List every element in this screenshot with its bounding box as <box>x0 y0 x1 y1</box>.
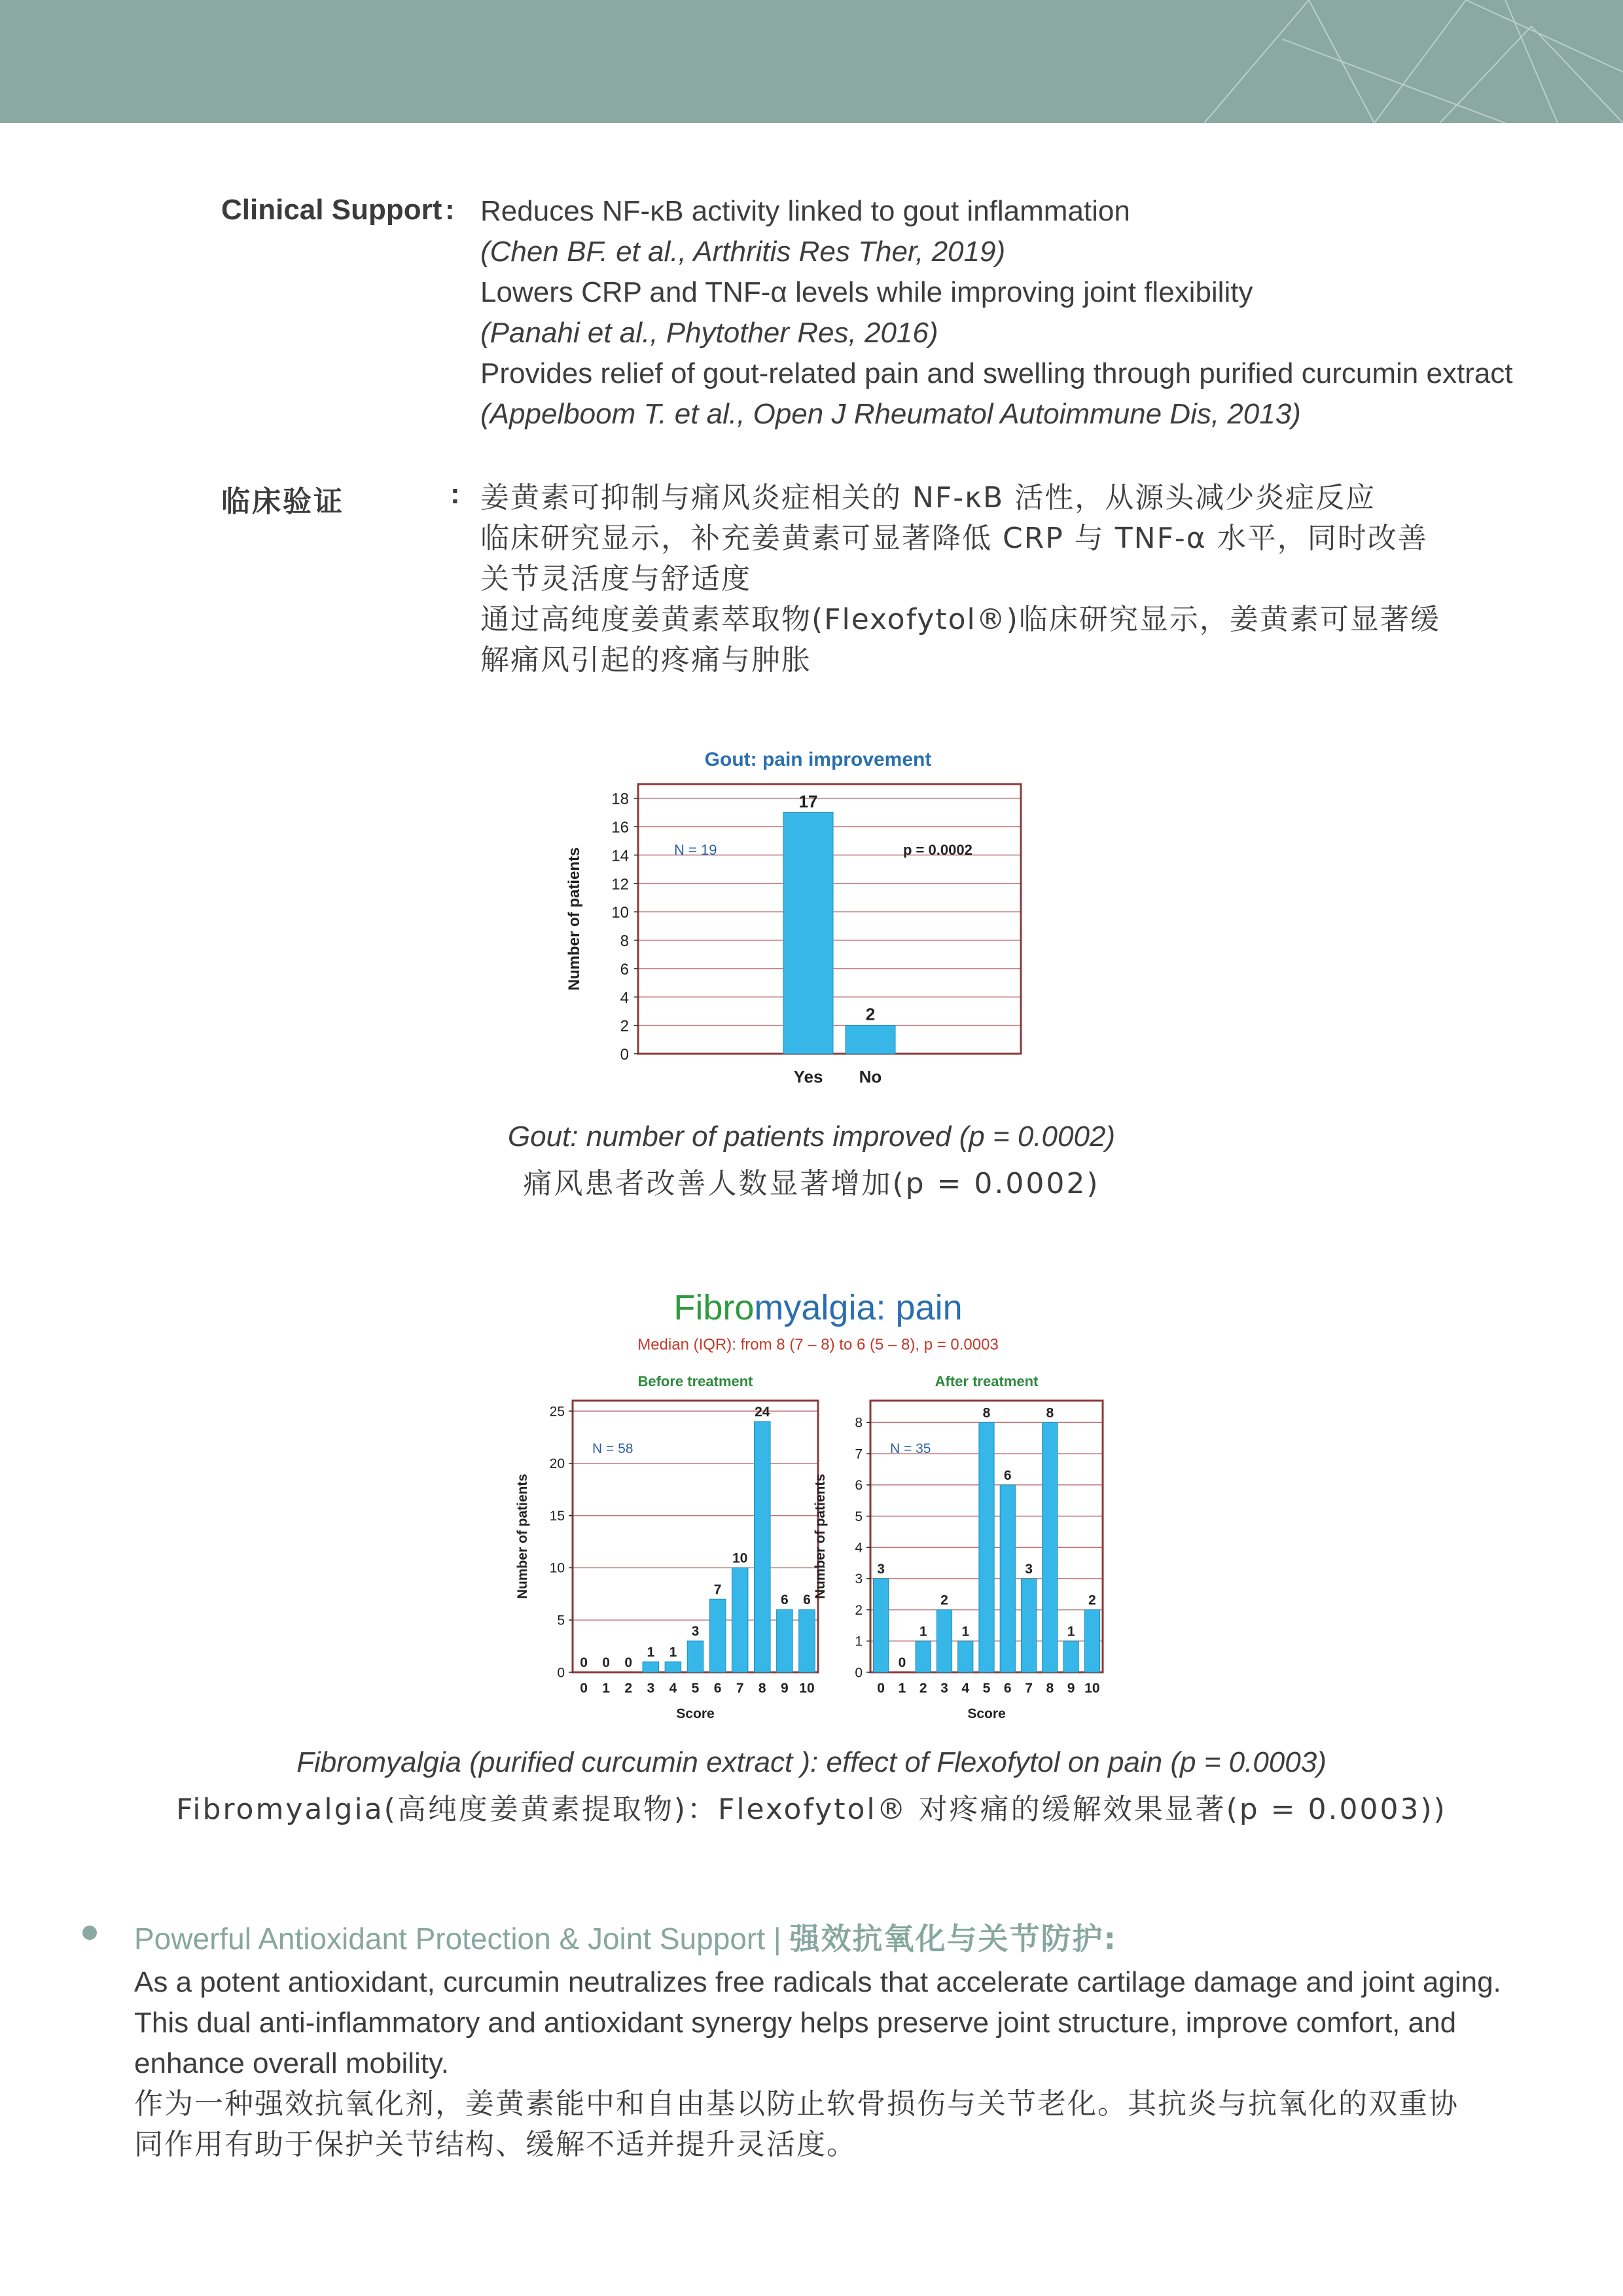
y-tick-label: 8 <box>620 932 629 950</box>
x-tick-label: 3 <box>647 1681 655 1696</box>
bar <box>665 1662 681 1672</box>
antioxidant-title-en: Powerful Antioxidant Protection & Joint Support | <box>134 1922 790 1956</box>
x-axis-label: Score <box>676 1706 715 1721</box>
bar-value-label: 1 <box>919 1624 927 1640</box>
clinical-cn-line: 解痛风引起的疼痛与肿胀 <box>480 643 812 677</box>
x-tick-label: 5 <box>691 1681 700 1696</box>
x-tick-label: 10 <box>1084 1681 1100 1696</box>
y-tick-label: 14 <box>611 847 629 865</box>
panel-title: Before treatment <box>637 1373 753 1390</box>
bar <box>979 1422 994 1672</box>
y-tick-label: 12 <box>611 875 629 893</box>
panel-annotation: N = 58 <box>592 1441 633 1456</box>
bar-value-label: 24 <box>755 1404 770 1420</box>
bar-value-label: 3 <box>691 1624 700 1640</box>
x-tick-label: 6 <box>713 1681 722 1696</box>
bar-value-label: 6 <box>781 1592 789 1608</box>
antioxidant-title <box>134 1915 1117 1958</box>
bar-value-label: 3 <box>877 1561 885 1577</box>
bar <box>783 812 833 1054</box>
chart-title: Fibromyalgia: pain <box>673 1288 963 1327</box>
y-tick-label: 20 <box>549 1456 565 1472</box>
clinical-line: Provides relief of gout-related pain and swelling through purified curcumin extract <box>480 357 1513 389</box>
x-tick-label: 4 <box>669 1681 677 1696</box>
y-tick-label: 2 <box>855 1602 863 1618</box>
x-tick-label: 1 <box>602 1681 610 1696</box>
clinical-support-list <box>480 191 1541 435</box>
x-tick-label: 7 <box>1025 1681 1033 1696</box>
bar <box>799 1609 815 1672</box>
panel-annotation: N = 35 <box>890 1441 931 1456</box>
bar-value-label: 0 <box>602 1655 610 1670</box>
bar-value-label: 1 <box>1067 1624 1075 1640</box>
gout-caption-en: Gout: number of patients improved (p = 0.0002) <box>507 1121 1116 1153</box>
bar-value-label: 0 <box>580 1655 588 1670</box>
x-tick-label: 8 <box>758 1681 766 1696</box>
chart-subtitle: Median (IQR): from 8 (7 – 8) to 6 (5 – 8), p = 0.0003 <box>637 1336 999 1354</box>
clinical-line: Reduces NF-κB activity linked to gout inflammation <box>480 195 1130 227</box>
clinical-citation: (Appelboom T. et al., Open J Rheumatol Autoimmune Dis, 2013) <box>480 398 1301 430</box>
y-axis-label: Number of patients <box>813 1473 828 1600</box>
y-tick-label: 4 <box>620 989 629 1007</box>
header-decoration <box>0 0 1623 123</box>
bar-value-label: 1 <box>669 1645 677 1660</box>
y-tick-label: 2 <box>620 1017 629 1035</box>
x-tick-label: 0 <box>877 1681 885 1696</box>
antioxidant-line: As a potent antioxidant, curcumin neutralizes free radicals that accelerate cartilage damage and joint aging. <box>134 1966 1501 1998</box>
bar-value-label: 2 <box>865 1004 876 1024</box>
y-tick-label: 6 <box>620 960 629 978</box>
chart-annotation: N = 19 <box>674 842 717 858</box>
x-axis-label: Score <box>967 1706 1006 1721</box>
y-tick-label: 6 <box>855 1478 863 1494</box>
bar-value-label: 2 <box>940 1592 948 1608</box>
y-tick-label: 15 <box>549 1508 565 1524</box>
bar-value-label: 7 <box>713 1582 722 1598</box>
x-tick-label: 4 <box>961 1681 970 1696</box>
bar <box>755 1422 771 1672</box>
x-tick-label: 9 <box>781 1681 789 1696</box>
y-tick-label: 5 <box>855 1509 863 1524</box>
x-tick-label: 10 <box>799 1681 815 1696</box>
y-tick-label: 10 <box>611 904 629 922</box>
y-tick-label: 1 <box>855 1634 863 1649</box>
x-tick-label: 8 <box>1046 1681 1054 1696</box>
antioxidant-line: enhance overall mobility. <box>134 2047 449 2079</box>
gout-chart-svg <box>550 740 1073 1113</box>
fibro-caption-cn: Fibromyalgia(高纯度姜黄素提取物)：Flexofytol® 对疼痛的缓解效果显著(p = 0.0003)) <box>176 1793 1447 1826</box>
fibro-chart <box>504 1283 1132 1744</box>
y-tick-label: 4 <box>855 1540 863 1556</box>
antioxidant-line: This dual anti-inflammatory and antioxidant synergy helps preserve joint structure, improve comfort, and <box>134 2007 1457 2039</box>
x-tick-label: 5 <box>982 1681 991 1696</box>
y-tick-label: 5 <box>557 1613 565 1628</box>
bullet-dot <box>82 1926 97 1940</box>
bar <box>1084 1610 1099 1672</box>
chart-title: Gout: pain improvement <box>704 749 932 770</box>
bar-value-label: 0 <box>624 1655 633 1670</box>
bar <box>643 1662 659 1672</box>
bar <box>916 1641 931 1672</box>
x-tick-label: Yes <box>793 1067 823 1086</box>
bar-value-label: 0 <box>898 1655 906 1670</box>
bar <box>709 1599 726 1672</box>
antioxidant-cn-line: 同作用有助于保护关节结构、缓解不适并提升灵活度。 <box>134 2128 857 2161</box>
bar <box>958 1641 973 1672</box>
bar <box>1043 1422 1058 1672</box>
gout-caption-cn: 痛风患者改善人数显著增加(p = 0.0002) <box>523 1167 1100 1200</box>
clinical-support-colon: : <box>445 194 455 226</box>
bar <box>1063 1641 1079 1672</box>
clinical-cn-line: 姜黄素可抑制与痛风炎症相关的 NF-κB 活性，从源头减少炎症反应 <box>480 481 1376 514</box>
bar-value-label: 8 <box>1046 1405 1054 1421</box>
antioxidant-cn-line: 作为一种强效抗氧化剂，姜黄素能中和自由基以防止软骨损伤与关节老化。其抗炎与抗氧化的双重协 <box>134 2087 1459 2121</box>
bar-value-label: 2 <box>1088 1592 1096 1608</box>
clinical-support-label: Clinical Support <box>221 194 442 226</box>
bar-value-label: 3 <box>1025 1561 1033 1577</box>
clinical-cn-label: 临床验证 <box>221 485 344 518</box>
y-tick-label: 0 <box>855 1665 863 1681</box>
antioxidant-title-cn: 强效抗氧化与关节防护: <box>789 1921 1117 1956</box>
y-tick-label: 10 <box>549 1560 565 1576</box>
bar-value-label: 6 <box>803 1592 811 1608</box>
clinical-citation: (Panahi et al., Phytother Res, 2016) <box>480 317 938 349</box>
chart-annotation: p = 0.0002 <box>903 842 972 858</box>
bar-value-label: 6 <box>1003 1467 1012 1483</box>
y-tick-label: 3 <box>855 1571 863 1587</box>
clinical-line: Lowers CRP and TNF-α levels while improving joint flexibility <box>480 276 1253 308</box>
bar <box>1000 1485 1015 1672</box>
antioxidant-body <box>134 1962 1574 2165</box>
panel-title: After treatment <box>935 1373 1039 1390</box>
y-tick-label: 16 <box>611 819 629 837</box>
bar <box>687 1641 704 1672</box>
bar <box>874 1579 889 1672</box>
clinical-citation: (Chen BF. et al., Arthritis Res Ther, 2019) <box>480 236 1006 268</box>
y-tick-label: 18 <box>611 790 629 808</box>
fibro-caption-en: Fibromyalgia (purified curcumin extract ): effect of Flexofytol on pain (p = 0.0003) <box>296 1746 1327 1778</box>
bar-value-label: 8 <box>982 1405 991 1421</box>
clinical-cn-line: 临床研究显示，补充姜黄素可显著降低 CRP 与 TNF-α 水平，同时改善 <box>480 522 1428 555</box>
x-tick-label: 2 <box>624 1681 633 1696</box>
bar-value-label: 1 <box>961 1624 970 1640</box>
y-tick-label: 25 <box>549 1404 565 1420</box>
bar <box>936 1610 952 1672</box>
x-tick-label: 0 <box>580 1681 588 1696</box>
bar-value-label: 10 <box>732 1551 748 1566</box>
bar-value-label: 1 <box>647 1645 655 1660</box>
clinical-cn-line: 通过高纯度姜黄素萃取物(Flexofytol®)临床研究显示，姜黄素可显著缓 <box>480 603 1440 636</box>
gout-chart <box>550 740 1073 1116</box>
clinical-cn-line: 关节灵活度与舒适度 <box>480 562 751 596</box>
y-tick-label: 7 <box>855 1446 863 1462</box>
x-tick-label: 2 <box>919 1681 927 1696</box>
x-tick-label: 9 <box>1067 1681 1075 1696</box>
y-tick-label: 8 <box>855 1415 863 1431</box>
x-tick-label: 1 <box>898 1681 906 1696</box>
header-band <box>0 0 1623 123</box>
y-tick-label: 0 <box>620 1046 629 1064</box>
clinical-cn-list <box>480 478 1541 681</box>
bar <box>777 1609 793 1672</box>
bar-value-label: 17 <box>798 791 818 812</box>
x-tick-label: No <box>859 1067 882 1086</box>
clinical-cn-colon: : <box>450 478 460 510</box>
y-axis-label: Number of patients <box>565 847 583 991</box>
bar <box>732 1568 748 1672</box>
y-axis-label: Number of patients <box>515 1473 530 1600</box>
x-tick-label: 7 <box>736 1681 744 1696</box>
x-tick-label: 3 <box>940 1681 948 1696</box>
x-tick-label: 6 <box>1003 1681 1012 1696</box>
bar <box>846 1026 895 1054</box>
fibro-chart-svg <box>504 1283 1132 1741</box>
y-tick-label: 0 <box>557 1665 565 1681</box>
bar <box>1021 1579 1036 1672</box>
